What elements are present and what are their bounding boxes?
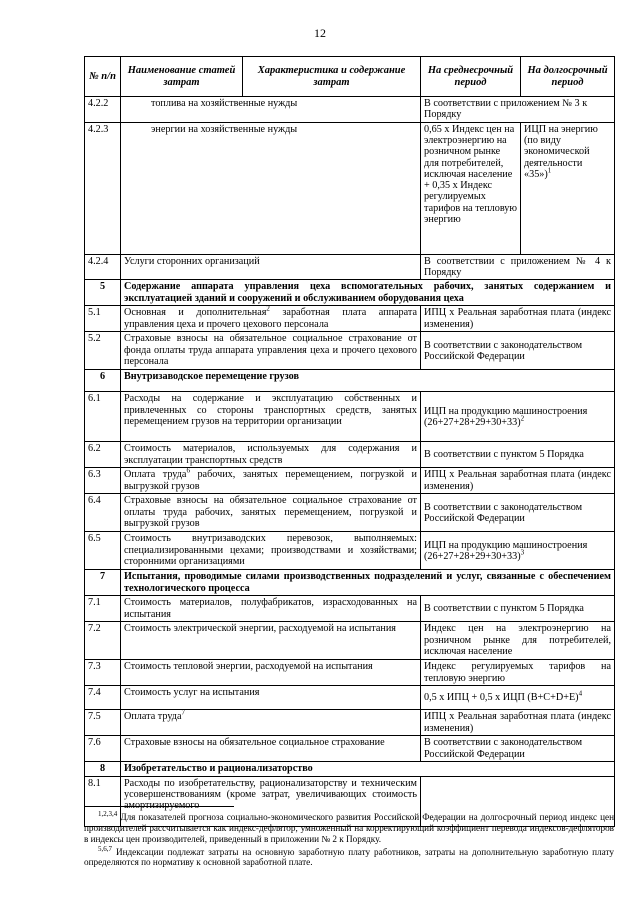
table-row xyxy=(85,468,615,494)
header-name: Наименование статей затрат xyxy=(121,57,243,97)
footnote-1: $^{1,2,3,4}$ Для показателей прогноза социально-экономического развития Российской Федерации на долгосрочный период индекс цен производителей рассчитывается как индекс-дефлятор, умноженный на корректирующий коэффициент перевода индексов-дефляторов в индексы цен производителей, приведенный в приложении № 2 к Порядку. xyxy=(84,809,614,844)
row-value: ИЦП на продукцию машиностроения $(26+27+28+29+30+33)^2$ xyxy=(421,392,615,442)
row-value-mid: 0,65 x Индекс цен на электроэнергию на розничном рынке для потребителей, исключая население + 0,35 x Индекс регулируемых тарифов на тепловую энергию xyxy=(421,123,521,255)
row-text: топлива на хозяйственные нужды xyxy=(121,97,421,123)
row-value: 0,5 x ИПЦ + 0,5 x ИЦП $(B+C+D+E)^4$ xyxy=(421,686,615,710)
header-long: На долгосрочный период xyxy=(521,57,615,97)
table-row xyxy=(85,255,615,280)
row-text: Страховые взносы на обязательное социальное страхование от фонда оплаты труда аппарата управления цеха и прочего цехового персонала xyxy=(121,332,421,370)
row-num: 4.2.4 xyxy=(85,255,121,280)
section-row xyxy=(85,370,615,392)
row-num: 7.1 xyxy=(85,596,121,622)
row-value: ИПЦ x Реальная заработная плата (индекс изменения) xyxy=(421,710,615,736)
row-num: 7.6 xyxy=(85,736,121,762)
row-value: В соответствии с пунктом 5 Порядка xyxy=(421,596,615,622)
footnote-2: $^{5,6,7}$ Индексации подлежат затраты на основную заработную плату работников, затраты на дополнительную заработную плату определяются по нормативу к основной заработной плате. xyxy=(84,844,614,868)
row-text: Оплата труда$^7$ xyxy=(121,710,421,736)
row-num: 8.1 xyxy=(85,776,121,826)
row-text: Страховые взносы на обязательное социальное страхование xyxy=(121,736,421,762)
row-value: Индекс регулируемых тарифов на тепловую энергию xyxy=(421,660,615,686)
header-desc: Характеристика и содержание затрат xyxy=(243,57,421,97)
page-number: 12 xyxy=(314,26,326,40)
row-text: Услуги сторонних организаций xyxy=(121,255,421,280)
row-value: В соответствии с законодательством Российской Федерации xyxy=(421,494,615,532)
header-mid: На среднесрочный период xyxy=(421,57,521,97)
section-num: 8 xyxy=(85,762,121,776)
row-text: Расходы по изобретательству, рационализаторству и техническим усовершенствованиям (кроме затрат, увеличивающих стоимость амортизируемого xyxy=(121,776,421,826)
row-num: 6.1 xyxy=(85,392,121,442)
table-row xyxy=(85,710,615,736)
row-text: Стоимость материалов, полуфабрикатов, израсходованных на испытания xyxy=(121,596,421,622)
table-row xyxy=(85,123,615,255)
table-row xyxy=(85,97,615,123)
table-row xyxy=(85,332,615,370)
row-value: Индекс цен на электроэнергию на розничном рынке для потребителей, исключая население xyxy=(421,622,615,660)
section-row xyxy=(85,280,615,306)
row-text: Стоимость услуг на испытания xyxy=(121,686,421,710)
table-row xyxy=(85,532,615,570)
section-title: Испытания, проводимые силами производственных подразделений и услуг, связанные с обеспечением технологического процесса xyxy=(121,570,615,596)
section-num: 6 xyxy=(85,370,121,392)
cost-table xyxy=(84,56,615,827)
section-num: 7 xyxy=(85,570,121,596)
row-value: В соответствии с законодательством Российской Федерации xyxy=(421,736,615,762)
table-row xyxy=(85,442,615,468)
table-row xyxy=(85,622,615,660)
row-text: Стоимость электрической энергии, расходуемой на испытания xyxy=(121,622,421,660)
header-row xyxy=(85,57,615,97)
row-text: Стоимость тепловой энергии, расходуемой на испытания xyxy=(121,660,421,686)
row-num: 6.4 xyxy=(85,494,121,532)
row-num: 5.1 xyxy=(85,306,121,332)
table-row xyxy=(85,494,615,532)
row-text: энергии на хозяйственные нужды xyxy=(121,123,421,255)
footnote-separator xyxy=(84,806,234,807)
row-text: Страховые взносы на обязательное социальное страхование от оплаты труда рабочих, занятых перемещением, погрузкой и выгрузкой грузов xyxy=(121,494,421,532)
row-num: 6.3 xyxy=(85,468,121,494)
row-num: 7.4 xyxy=(85,686,121,710)
footnotes xyxy=(84,809,614,870)
row-num: 5.2 xyxy=(85,332,121,370)
row-num: 6.2 xyxy=(85,442,121,468)
row-num: 4.2.2 xyxy=(85,97,121,123)
row-value: В соответствии с приложением № 3 к Порядку xyxy=(421,97,615,123)
row-value: ИЦП на продукцию машиностроения $(26+27+28+29+30+33)^3$ xyxy=(421,532,615,570)
table-row xyxy=(85,596,615,622)
table-row xyxy=(85,736,615,762)
row-value: ИПЦ x Реальная заработная плата (индекс изменения) xyxy=(421,468,615,494)
row-num: 7.5 xyxy=(85,710,121,736)
row-text: Основная и дополнительная$^2$ заработная плата аппарата управления цеха и прочего цехового персонала xyxy=(121,306,421,332)
row-value: В соответствии с пунктом 5 Порядка xyxy=(421,442,615,468)
row-num: 6.5 xyxy=(85,532,121,570)
table-row xyxy=(85,686,615,710)
section-num: 5 xyxy=(85,280,121,306)
header-num: № п/п xyxy=(85,57,121,97)
row-num: 4.2.3 xyxy=(85,123,121,255)
table-row xyxy=(85,306,615,332)
row-num: 7.2 xyxy=(85,622,121,660)
row-value: В соответствии с приложением № 4 к Порядку xyxy=(421,255,615,280)
section-title: Содержание аппарата управления цеха вспомогательных рабочих, занятых содержанием и эксплуатацией зданий и сооружений и обслуживанием оборудования цеха xyxy=(121,280,615,306)
row-text: Стоимость материалов, используемых для содержания и эксплуатации транспортных средств xyxy=(121,442,421,468)
section-row xyxy=(85,570,615,596)
row-text: Стоимость внутризаводских перевозок, выполняемых: специализированными цехами; производствами и хозяйствами; сторонними организациями xyxy=(121,532,421,570)
section-title: Внутризаводское перемещение грузов xyxy=(121,370,615,392)
row-value: ИПЦ x Реальная заработная плата (индекс изменения) xyxy=(421,306,615,332)
table-row xyxy=(85,392,615,442)
row-text: Расходы на содержание и эксплуатацию собственных и привлеченных со стороны транспортных средств, занятых перемещением грузов на территории организации xyxy=(121,392,421,442)
section-title: Изобретательство и рационализаторство xyxy=(121,762,615,776)
row-value-long: ИЦП на энергию (по виду экономической деятельности «35»)$^1$ xyxy=(521,123,615,255)
row-value: В соответствии с законодательством Российской Федерации xyxy=(421,332,615,370)
row-num: 7.3 xyxy=(85,660,121,686)
section-row xyxy=(85,762,615,776)
row-text: Оплата труда$^6$ рабочих, занятых перемещением, погрузкой и выгрузкой грузов xyxy=(121,468,421,494)
table-row xyxy=(85,660,615,686)
